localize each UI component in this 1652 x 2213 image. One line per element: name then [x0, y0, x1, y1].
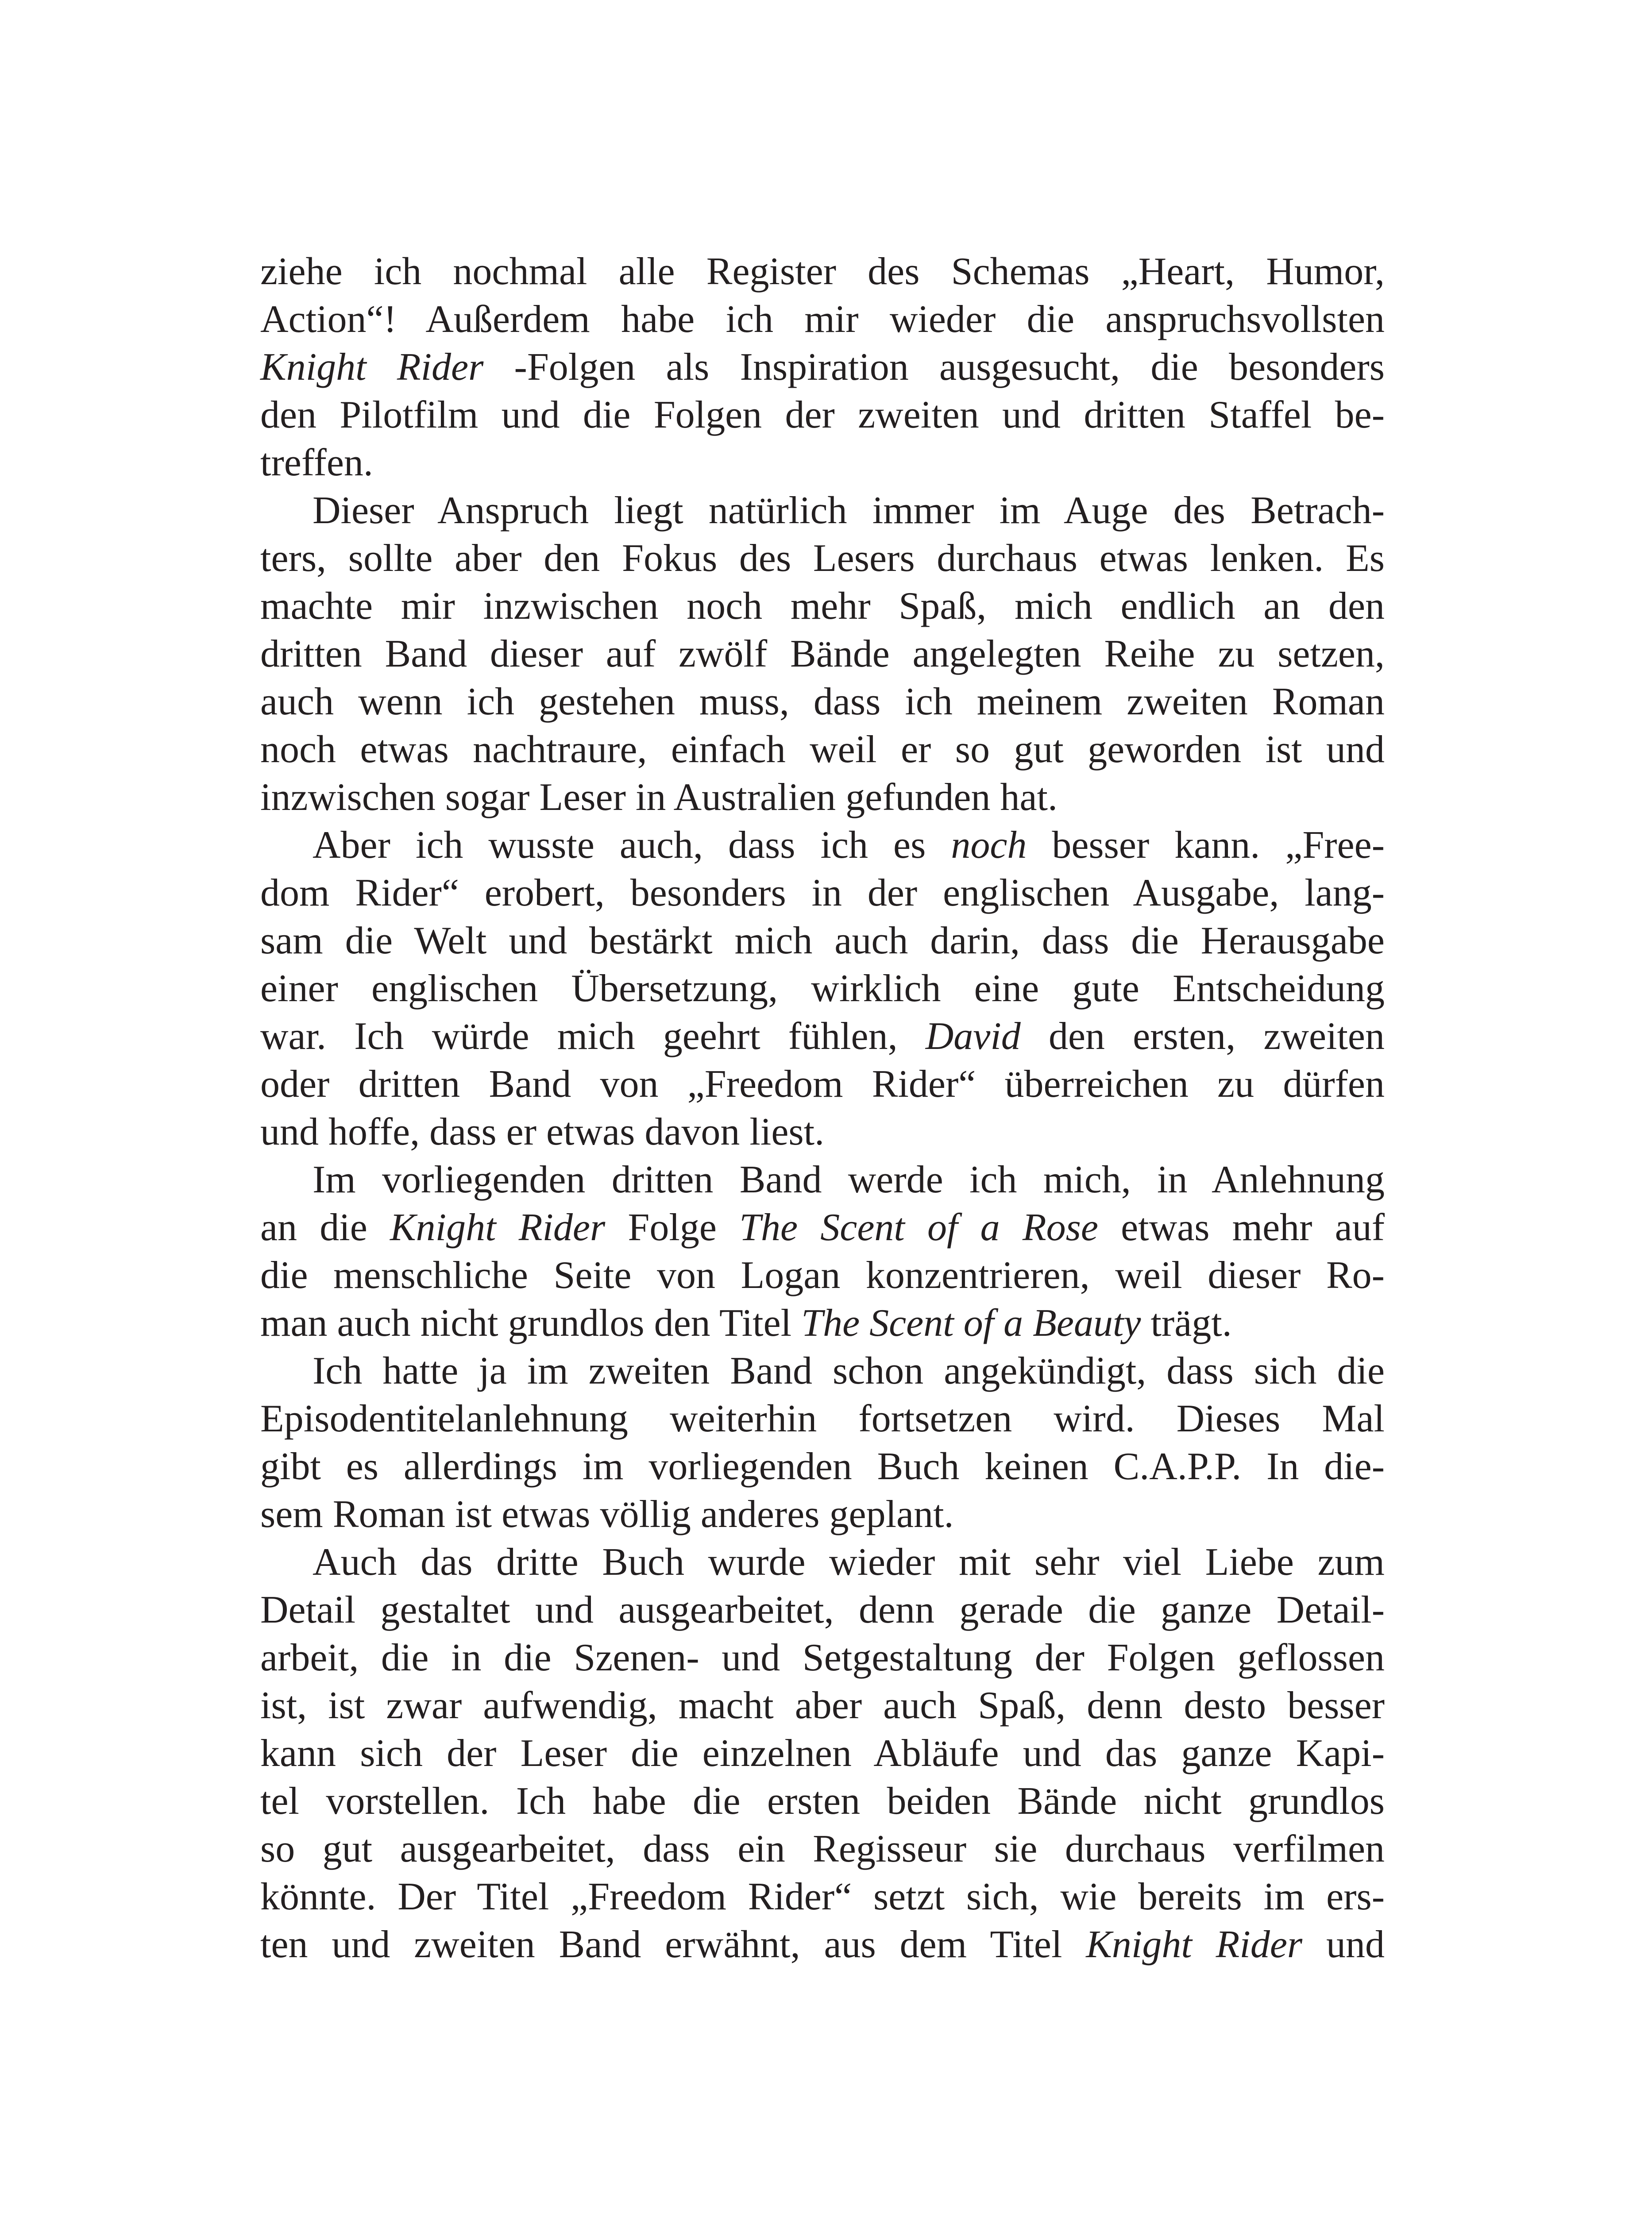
- text-segment: Action“! Außerdem habe ich mir wieder die anspruchsvollsten: [260, 298, 1385, 341]
- text-line: [260, 248, 1385, 296]
- italic-text-segment: Knight Rider: [260, 346, 484, 389]
- text-segment: Folge: [605, 1206, 740, 1249]
- text-segment: Detail gestaltet und ausgearbeitet, denn gerade die ganze Detail-: [260, 1588, 1385, 1631]
- text-segment: noch etwas nachtraure, einfach weil er so gut geworden ist und: [260, 728, 1385, 771]
- text-line: [260, 582, 1385, 630]
- text-segment: ist, ist zwar aufwendig, macht aber auch Spaß, denn desto besser: [260, 1684, 1385, 1727]
- text-segment: machte mir inzwischen noch mehr Spaß, mich endlich an den: [260, 585, 1385, 628]
- text-line: [260, 439, 1385, 487]
- text-line: [260, 1634, 1385, 1682]
- text-segment: auch wenn ich gestehen muss, dass ich meinem zweiten Roman: [260, 680, 1385, 723]
- text-line: [260, 1825, 1385, 1873]
- text-segment: inzwischen sogar Leser in Australien gefunden hat.: [260, 776, 1058, 819]
- text-segment: war. Ich würde mich geehrt fühlen,: [260, 1015, 926, 1058]
- text-line: [260, 1491, 1385, 1538]
- text-line: [260, 1873, 1385, 1921]
- text-line: [260, 1586, 1385, 1634]
- text-line: [260, 821, 1385, 869]
- text-line: [260, 1060, 1385, 1108]
- italic-text-segment: Knight Rider: [1086, 1923, 1303, 1966]
- text-segment: ten und zweiten Band erwähnt, aus dem Titel: [260, 1923, 1086, 1966]
- text-line: [260, 917, 1385, 965]
- text-segment: treffen.: [260, 441, 373, 484]
- text-line: [260, 1538, 1385, 1586]
- text-line: [260, 630, 1385, 678]
- text-line: [260, 1682, 1385, 1730]
- text-segment: Auch das dritte Buch wurde wieder mit sehr viel Liebe zum: [313, 1541, 1385, 1584]
- text-line: [260, 1443, 1385, 1491]
- text-segment: arbeit, die in die Szenen- und Setgestaltung der Folgen geflossen: [260, 1636, 1385, 1679]
- text-segment: den ersten, zweiten: [1020, 1015, 1385, 1058]
- text-segment: Aber ich wusste auch, dass ich es: [313, 824, 951, 867]
- text-segment: trägt.: [1141, 1302, 1232, 1345]
- text-segment: etwas mehr auf: [1098, 1206, 1385, 1249]
- text-segment: und hoffe, dass er etwas davon liest.: [260, 1110, 825, 1153]
- text-segment: Episodentitelanlehnung weiterhin fortsetzen wird. Dieses Mal: [260, 1397, 1385, 1440]
- text-segment: könnte. Der Titel „Freedom Rider“ setzt sich, wie bereits im ers-: [260, 1875, 1385, 1918]
- text-line: [260, 487, 1385, 535]
- text-segment: gibt es allerdings im vorliegenden Buch keinen C.A.P.P. In die-: [260, 1445, 1385, 1488]
- text-line: [260, 965, 1385, 1013]
- text-line: [260, 535, 1385, 582]
- text-line: [260, 391, 1385, 439]
- text-line: [260, 869, 1385, 917]
- text-segment: -Folgen als Inspiration ausgesucht, die besonders: [483, 346, 1385, 389]
- text-line: [260, 296, 1385, 343]
- text-segment: Dieser Anspruch liegt natürlich immer im Auge des Betrach-: [313, 489, 1385, 532]
- text-line: [260, 678, 1385, 726]
- text-segment: sam die Welt und bestärkt mich auch darin, dass die Herausgabe: [260, 919, 1385, 962]
- text-line: [260, 1156, 1385, 1204]
- text-segment: man auch nicht grundlos den Titel: [260, 1302, 802, 1345]
- italic-text-segment: The Scent of a Beauty: [801, 1302, 1141, 1345]
- text-line: [260, 1299, 1385, 1347]
- text-segment: sem Roman ist etwas völlig anderes geplant.: [260, 1493, 954, 1536]
- text-line: [260, 726, 1385, 774]
- text-segment: besser kann. „Free-: [1027, 824, 1385, 867]
- text-segment: dom Rider“ erobert, besonders in der englischen Ausgabe, lang-: [260, 871, 1385, 914]
- text-segment: einer englischen Übersetzung, wirklich eine gute Entscheidung: [260, 967, 1385, 1010]
- text-segment: und: [1302, 1923, 1385, 1966]
- body-text: [260, 248, 1385, 1969]
- text-segment: oder dritten Band von „Freedom Rider“ überreichen zu dürfen: [260, 1063, 1385, 1106]
- text-line: [260, 1395, 1385, 1443]
- italic-text-segment: David: [925, 1015, 1021, 1058]
- italic-text-segment: noch: [951, 824, 1027, 867]
- text-line: [260, 1108, 1385, 1156]
- text-segment: an die: [260, 1206, 390, 1249]
- text-line: [260, 774, 1385, 821]
- text-segment: kann sich der Leser die einzelnen Abläufe und das ganze Kapi-: [260, 1732, 1385, 1775]
- text-segment: ters, sollte aber den Fokus des Lesers durchaus etwas lenken. Es: [260, 537, 1385, 580]
- italic-text-segment: The Scent of a Rose: [739, 1206, 1098, 1249]
- text-segment: ziehe ich nochmal alle Register des Schemas „Heart, Humor,: [260, 250, 1385, 293]
- text-segment: die menschliche Seite von Logan konzentrieren, weil dieser Ro-: [260, 1254, 1385, 1297]
- text-line: [260, 343, 1385, 391]
- text-line: [260, 1921, 1385, 1969]
- text-line: [260, 1730, 1385, 1777]
- text-line: [260, 1252, 1385, 1299]
- italic-text-segment: Knight Rider: [390, 1206, 606, 1249]
- text-segment: so gut ausgearbeitet, dass ein Regisseur sie durchaus verfilmen: [260, 1827, 1385, 1870]
- text-segment: Im vorliegenden dritten Band werde ich mich, in Anlehnung: [313, 1158, 1385, 1201]
- text-line: [260, 1347, 1385, 1395]
- text-segment: den Pilotfilm und die Folgen der zweiten und dritten Staffel be-: [260, 393, 1385, 436]
- text-line: [260, 1204, 1385, 1252]
- text-line: [260, 1013, 1385, 1060]
- text-segment: tel vorstellen. Ich habe die ersten beiden Bände nicht grundlos: [260, 1780, 1385, 1823]
- text-segment: Ich hatte ja im zweiten Band schon angekündigt, dass sich die: [313, 1349, 1385, 1392]
- text-line: [260, 1777, 1385, 1825]
- text-segment: dritten Band dieser auf zwölf Bände angelegten Reihe zu setzen,: [260, 632, 1385, 675]
